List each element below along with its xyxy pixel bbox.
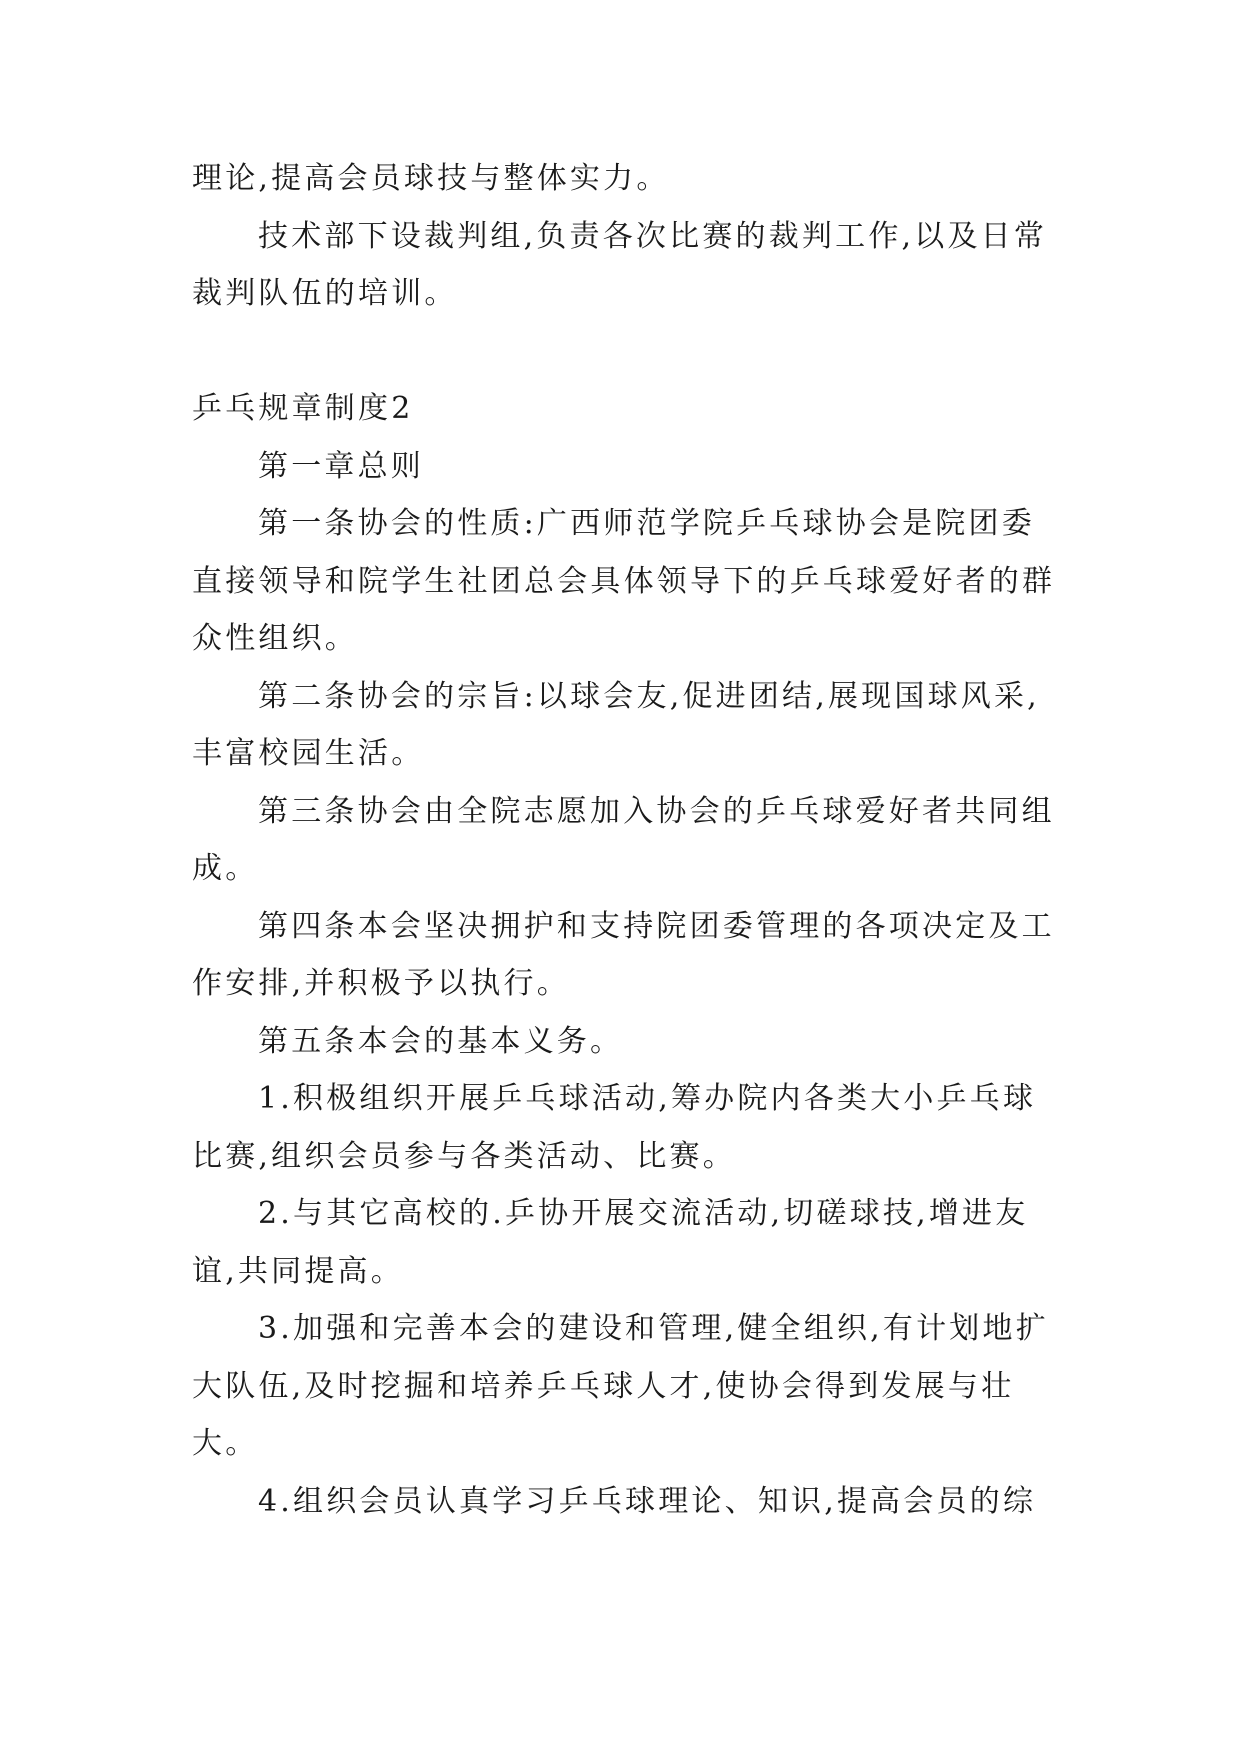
duty-item-4: 4.组织会员认真学习乒乓球理论、知识,提高会员的综: [258, 1483, 1037, 1519]
article-4: 第四条本会坚决拥护和支持院团委管理的各项决定及工作安排,并积极予以执行。: [192, 908, 1055, 1001]
duty-item-2: 2.与其它高校的.乒协开展交流活动,切磋球技,增进友谊,共同提高。: [192, 1196, 1029, 1289]
duty-item-1: 1.积极组织开展乒乓球活动,筹办院内各类大小乒乓球比赛,组织会员参与各类活动、比赛。: [192, 1081, 1037, 1174]
paragraph-continued: 理论,提高会员球技与整体实力。: [192, 161, 670, 196]
section-gap: [192, 323, 1062, 381]
article-3: 第三条协会由全院志愿加入协会的乒乓球爱好者共同组成。: [192, 793, 1055, 886]
section-title: 乒乓规章制度2: [192, 391, 414, 426]
article-2: 第二条协会的宗旨:以球会友,促进团结,展现国球风采,丰富校园生活。: [192, 678, 1040, 771]
article-1: 第一条协会的性质:广西师范学院乒乓球协会是院团委直接领导和院学生社团总会具体领导下的乒乓球爱好者的群众性组织。: [192, 506, 1056, 656]
chapter-heading: 第一章总则: [258, 448, 424, 484]
duty-item-3: 3.加强和完善本会的建设和管理,健全组织,有计划地扩大队伍,及时挖掘和培养乒乓球人才,使协会得到发展与壮大。: [192, 1311, 1049, 1461]
document-body: [192, 150, 1062, 1530]
paragraph-referee-group: 技术部下设裁判组,负责各次比赛的裁判工作,以及日常裁判队伍的培训。: [192, 218, 1048, 311]
article-5: 第五条本会的基本义务。: [258, 1023, 624, 1059]
